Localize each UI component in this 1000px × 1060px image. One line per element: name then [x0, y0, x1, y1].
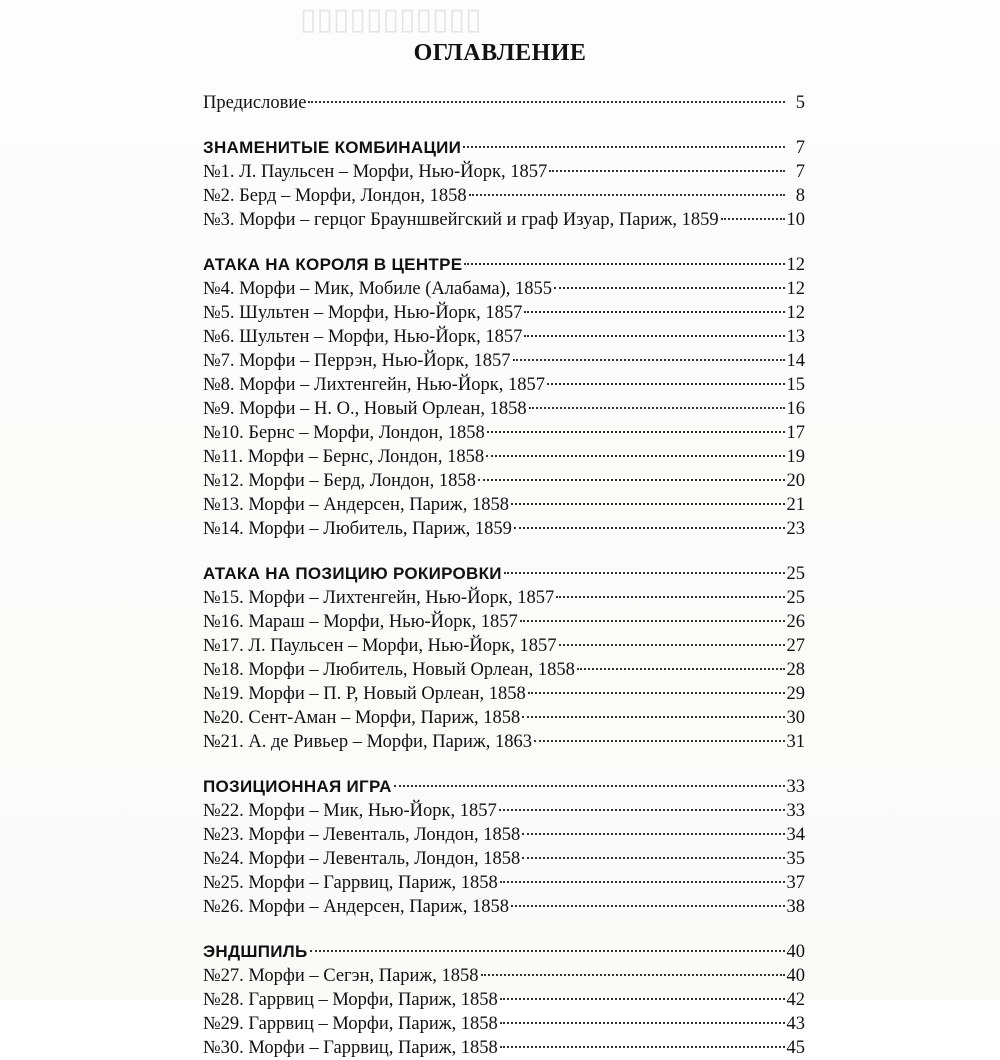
toc-entry-page: 40 [786, 942, 805, 962]
toc-entry-page: 7 [795, 162, 805, 182]
toc-entry-page: 30 [786, 708, 805, 728]
dot-leader [310, 950, 785, 952]
toc-entry-page: 40 [786, 966, 805, 986]
toc-entry-label: №14. Морфи – Любитель, Париж, 1859 [203, 519, 512, 539]
toc-entry[interactable] [203, 421, 805, 445]
toc-entry-page: 12 [786, 279, 805, 299]
section-gap [203, 754, 805, 775]
toc-entry[interactable] [203, 1036, 805, 1060]
toc-entry[interactable] [203, 325, 805, 349]
toc-entry-page: 15 [786, 375, 805, 395]
toc-entry[interactable] [203, 301, 805, 325]
toc-entry-label: №26. Морфи – Андерсен, Париж, 1858 [203, 897, 509, 917]
toc-entry[interactable] [203, 349, 805, 373]
toc-entry-label: №28. Гаррвиц – Морфи, Париж, 1858 [203, 990, 498, 1010]
toc-entry-page: 37 [786, 873, 805, 893]
section-gap [203, 232, 805, 253]
toc-entry[interactable] [203, 988, 805, 1012]
toc-entry-page: 21 [786, 495, 805, 515]
toc-entry[interactable] [203, 895, 805, 919]
toc-entry-page: 20 [786, 471, 805, 491]
toc-entry-label: №25. Морфи – Гаррвиц, Париж, 1858 [203, 873, 498, 893]
toc-entry-page: 35 [786, 849, 805, 869]
dot-leader [524, 335, 784, 337]
dot-leader [559, 644, 785, 646]
dot-leader [513, 359, 785, 361]
toc-entry[interactable] [203, 658, 805, 682]
dot-leader [549, 170, 785, 172]
toc-entry-label: №5. Шультен – Морфи, Нью-Йорк, 1857 [203, 303, 523, 323]
dot-leader [522, 857, 784, 859]
toc-entry[interactable] [203, 586, 805, 610]
toc-entry-label: №7. Морфи – Перрэн, Нью-Йорк, 1857 [203, 351, 511, 371]
toc-entry-page: 7 [795, 138, 805, 158]
dot-leader [394, 785, 785, 787]
toc-entry-label: №1. Л. Паульсен – Морфи, Нью-Йорк, 1857 [203, 162, 548, 182]
dot-leader [547, 383, 785, 385]
toc-entry[interactable] [203, 799, 805, 823]
toc-entry-page: 14 [786, 351, 805, 371]
toc-entry[interactable] [203, 445, 805, 469]
toc-entry-label: №21. А. де Ривьер – Морфи, Париж, 1863 [203, 732, 532, 752]
toc-entry-label: №12. Морфи – Берд, Лондон, 1858 [203, 471, 476, 491]
dot-leader [504, 572, 785, 574]
toc-entry[interactable] [203, 184, 805, 208]
toc-entry-page: 28 [786, 660, 805, 680]
section-heading: АТАКА НА ПОЗИЦИЮ РОКИРОВКИ [203, 564, 502, 583]
toc-entry[interactable] [203, 847, 805, 871]
dot-leader [511, 503, 785, 505]
toc-entry[interactable] [203, 517, 805, 541]
toc-entry-page: 12 [786, 255, 805, 275]
toc-entry-label: №16. Мараш – Морфи, Нью-Йорк, 1857 [203, 612, 518, 632]
toc-entry-label: №17. Л. Паульсен – Морфи, Нью-Йорк, 1857 [203, 636, 557, 656]
dot-leader [500, 1046, 785, 1048]
toc-entry-label: №8. Морфи – Лихтенгейн, Нью-Йорк, 1857 [203, 375, 545, 395]
dot-leader [487, 431, 785, 433]
section-heading: ЭНДШПИЛЬ [203, 942, 308, 961]
toc-entry[interactable] [203, 610, 805, 634]
toc-entry-label: №15. Морфи – Лихтенгейн, Нью-Йорк, 1857 [203, 588, 555, 608]
toc-entry-page: 27 [786, 636, 805, 656]
toc-entry-label: №30. Морфи – Гаррвиц, Париж, 1858 [203, 1038, 498, 1058]
dot-leader [577, 668, 785, 670]
section-heading: АТАКА НА КОРОЛЯ В ЦЕНТРЕ [203, 255, 463, 274]
toc-entry-page: 45 [786, 1038, 805, 1058]
toc-entry-page: 33 [786, 777, 805, 797]
toc-entry-label: №23. Морфи – Левенталь, Лондон, 1858 [203, 825, 521, 845]
toc-entry-page: 17 [786, 423, 805, 443]
page-title: ОГЛАВЛЕНИЕ [413, 40, 587, 66]
toc-entry-preface[interactable] [203, 91, 805, 115]
toc-section-2[interactable] [203, 253, 805, 277]
dot-leader [534, 740, 785, 742]
toc-entry-page: 13 [786, 327, 805, 347]
toc-section-5[interactable] [203, 940, 805, 964]
toc-entry-page: 5 [795, 93, 805, 113]
toc-entry-label: №27. Морфи – Сегэн, Париж, 1858 [203, 966, 479, 986]
toc-sections [203, 115, 805, 1060]
toc-entry-label: №11. Морфи – Бернс, Лондон, 1858 [203, 447, 485, 467]
dot-leader [463, 146, 785, 148]
dot-leader [721, 218, 785, 220]
toc-entry-page: 12 [786, 303, 805, 323]
dot-leader [500, 881, 785, 883]
toc-entry-label: №10. Бернс – Морфи, Лондон, 1858 [203, 423, 485, 443]
toc-entry-page: 8 [795, 186, 805, 206]
dot-leader [481, 974, 785, 976]
toc-entry-label: №20. Сент-Аман – Морфи, Париж, 1858 [203, 708, 521, 728]
toc-entry[interactable] [203, 277, 805, 301]
dot-leader [478, 479, 785, 481]
toc-entry[interactable] [203, 493, 805, 517]
toc-entry-page: 23 [786, 519, 805, 539]
toc-entry-page: 34 [786, 825, 805, 845]
section-heading: ПОЗИЦИОННАЯ ИГРА [203, 777, 392, 796]
toc-entry-page: 26 [786, 612, 805, 632]
section-gap [203, 115, 805, 136]
toc-entry[interactable] [203, 160, 805, 184]
toc-entry[interactable] [203, 373, 805, 397]
section-heading: ЗНАМЕНИТЫЕ КОМБИНАЦИИ [203, 138, 462, 157]
section-gap [203, 919, 805, 940]
toc-entry[interactable] [203, 730, 805, 754]
toc-entry-page: 29 [786, 684, 805, 704]
dot-leader [522, 716, 784, 718]
toc-entry-label: №3. Морфи – герцог Брауншвейгский и граф Изуар, Париж, 1859 [203, 210, 719, 230]
dot-leader [528, 692, 785, 694]
dot-leader [511, 905, 785, 907]
toc-section-1[interactable] [203, 136, 805, 160]
toc-entry-label: №18. Морфи – Любитель, Новый Орлеан, 1858 [203, 660, 575, 680]
toc-entry-label: №29. Гаррвиц – Морфи, Париж, 1858 [203, 1014, 498, 1034]
toc-entry-page: 31 [786, 732, 805, 752]
dot-leader [500, 1022, 785, 1024]
dot-leader [529, 407, 785, 409]
toc-section-4[interactable] [203, 775, 805, 799]
toc-entry[interactable] [203, 1012, 805, 1036]
toc-entry[interactable] [203, 871, 805, 895]
table-of-contents [203, 91, 805, 1060]
toc-entry[interactable] [203, 208, 805, 232]
toc-entry-page: 25 [786, 564, 805, 584]
toc-entry-label: №13. Морфи – Андерсен, Париж, 1858 [203, 495, 509, 515]
toc-entry-page: 10 [786, 210, 805, 230]
dot-leader [522, 833, 784, 835]
toc-entry-page: 33 [786, 801, 805, 821]
toc-entry-label: №2. Берд – Морфи, Лондон, 1858 [203, 186, 467, 206]
toc-entry-page: 42 [786, 990, 805, 1010]
toc-entry[interactable] [203, 634, 805, 658]
toc-entry-label: Предисловие [203, 93, 307, 113]
toc-entry-label: №24. Морфи – Левенталь, Лондон, 1858 [203, 849, 521, 869]
toc-entry-label: №22. Морфи – Мик, Нью-Йорк, 1857 [203, 801, 497, 821]
toc-entry-page: 25 [786, 588, 805, 608]
toc-section-3[interactable] [203, 562, 805, 586]
section-gap [203, 541, 805, 562]
toc-entry[interactable] [203, 964, 805, 988]
toc-entry[interactable] [203, 706, 805, 730]
reverse-page-bleed: ▯▯▯▯▯▯▯▯▯▯▯ [300, 3, 482, 36]
toc-entry-page: 43 [786, 1014, 805, 1034]
toc-entry[interactable] [203, 682, 805, 706]
toc-entry-page: 38 [786, 897, 805, 917]
dot-leader [499, 809, 785, 811]
dot-leader [556, 596, 784, 598]
dot-leader [524, 311, 784, 313]
toc-entry-label: №19. Морфи – П. Р, Новый Орлеан, 1858 [203, 684, 526, 704]
toc-entry-label: №6. Шультен – Морфи, Нью-Йорк, 1857 [203, 327, 523, 347]
toc-entry[interactable] [203, 469, 805, 493]
toc-entry-page: 16 [786, 399, 805, 419]
dot-leader [486, 455, 784, 457]
toc-entry[interactable] [203, 397, 805, 421]
toc-entry-page: 19 [786, 447, 805, 467]
toc-entry-label: №9. Морфи – Н. О., Новый Орлеан, 1858 [203, 399, 527, 419]
toc-entry-label: №4. Морфи – Мик, Мобиле (Алабама), 1855 [203, 279, 553, 299]
toc-entry[interactable] [203, 823, 805, 847]
dot-leader [308, 101, 785, 103]
dot-leader [554, 287, 784, 289]
dot-leader [469, 194, 785, 196]
dot-leader [520, 620, 785, 622]
dot-leader [514, 527, 785, 529]
dot-leader [464, 263, 784, 265]
